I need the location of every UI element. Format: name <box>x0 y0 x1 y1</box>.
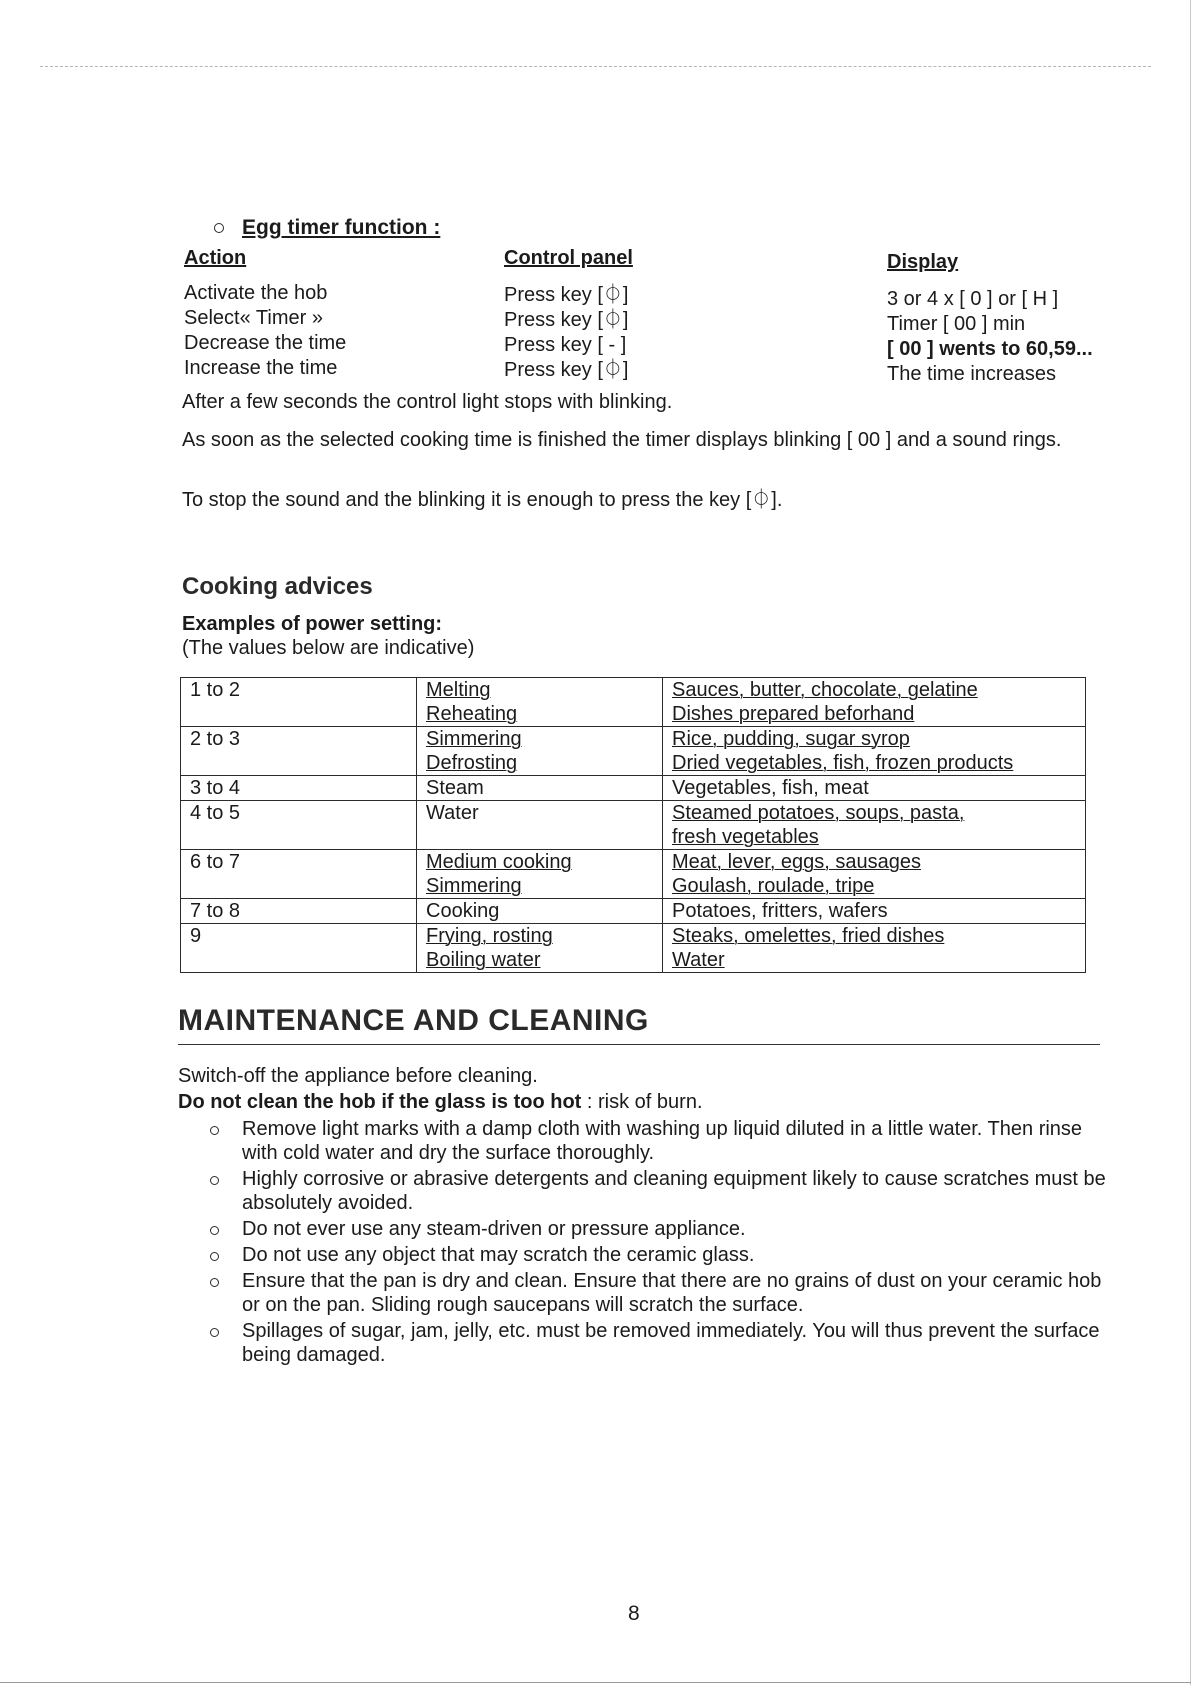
use-cell: Medium cooking Simmering <box>417 850 663 899</box>
maintenance-list <box>208 1117 1108 1369</box>
foods-cell: Rice, pudding, sugar syrop Dried vegetables, fish, frozen products <box>663 727 1086 776</box>
table-row <box>181 776 1086 801</box>
foods-cell: Steamed potatoes, soups, pasta, fresh vegetables <box>663 801 1086 850</box>
page-number: 8 <box>628 1602 640 1625</box>
table-row <box>181 727 1086 776</box>
egg-note-finished: As soon as the selected cooking time is finished the timer displays blinking [ 00 ] and a sound rings. <box>182 429 1062 451</box>
switch-off-line: Switch-off the appliance before cleaning. <box>178 1065 538 1087</box>
egg-action-column <box>184 281 346 381</box>
table-row <box>181 678 1086 727</box>
egg-row-action: Increase the time <box>184 357 338 379</box>
egg-row-control: Press key [⏀] <box>504 284 629 306</box>
egg-note-blinking: After a few seconds the control light stops with blinking. <box>182 391 673 413</box>
list-item: Remove light marks with a damp cloth with washing up liquid diluted in a little water. Then rinse with cold water and dry the surface thoroughly. <box>208 1117 1108 1165</box>
foods-cell: Potatoes, fritters, wafers <box>663 899 1086 924</box>
setting-cell: 7 to 8 <box>181 899 417 924</box>
use-cell: Water <box>417 801 663 850</box>
egg-row-control: Press key [⏀] <box>504 359 629 381</box>
foods-cell: Sauces, butter, chocolate, gelatine Dishes prepared beforhand <box>663 678 1086 727</box>
use-cell: Cooking <box>417 899 663 924</box>
cooking-advices-heading: Cooking advices <box>182 573 373 600</box>
use-cell: Simmering Defrosting <box>417 727 663 776</box>
setting-cell: 2 to 3 <box>181 727 417 776</box>
egg-control-column <box>504 283 628 383</box>
col-header-control-panel: Control panel <box>504 247 633 269</box>
list-item: Ensure that the pan is dry and clean. Ensure that there are no grains of dust on your ceramic hob or on the pan. Sliding rough saucepans will scratch the surface. <box>208 1269 1108 1317</box>
egg-row-action: Activate the hob <box>184 282 328 304</box>
scan-artifact-top <box>40 66 1151 67</box>
egg-row-display: [ 00 ] wents to 60,59... <box>887 338 1093 360</box>
egg-row-action: Decrease the time <box>184 332 347 354</box>
egg-row-display: The time increases <box>887 363 1056 385</box>
power-setting-table <box>180 677 1086 973</box>
egg-row-action: Select« Timer » <box>184 307 323 329</box>
power-setting-subheading: Examples of power setting: <box>182 613 443 635</box>
col-header-action: Action <box>184 247 247 269</box>
table-row <box>181 899 1086 924</box>
table-row <box>181 801 1086 850</box>
foods-cell: Meat, lever, eggs, sausages Goulash, roulade, tripe <box>663 850 1086 899</box>
bullet-icon <box>210 1176 219 1185</box>
bullet-icon <box>210 1126 219 1135</box>
egg-timer-heading: Egg timer function : <box>214 216 440 240</box>
egg-display-column <box>887 287 1093 387</box>
setting-cell: 6 to 7 <box>181 850 417 899</box>
egg-row-display: 3 or 4 x [ 0 ] or [ H ] <box>887 288 1059 310</box>
setting-cell: 4 to 5 <box>181 801 417 850</box>
bullet-icon <box>214 223 224 233</box>
hot-glass-warning: Do not clean the hob if the glass is too hot : risk of burn. <box>178 1091 703 1113</box>
list-item: Do not use any object that may scratch the ceramic glass. <box>208 1243 1108 1267</box>
list-item: Highly corrosive or abrasive detergents and cleaning equipment likely to cause scratches must be absolutely avoided. <box>208 1167 1108 1215</box>
egg-row-control: Press key [ - ] <box>504 334 627 356</box>
scan-artifact-bottom <box>0 1682 1191 1683</box>
use-cell: Steam <box>417 776 663 801</box>
list-item: Spillages of sugar, jam, jelly, etc. must be removed immediately. You will thus prevent the surface being damaged. <box>208 1319 1108 1367</box>
bullet-icon <box>210 1252 219 1261</box>
bullet-icon <box>210 1226 219 1235</box>
setting-cell: 3 to 4 <box>181 776 417 801</box>
table-row <box>181 850 1086 899</box>
egg-note-stop: To stop the sound and the blinking it is enough to press the key [⏀]. <box>182 489 783 511</box>
heading-rule <box>178 1044 1100 1045</box>
col-header-display: Display <box>887 251 959 273</box>
table-row <box>181 924 1086 973</box>
foods-cell: Steaks, omelettes, fried dishes Water <box>663 924 1086 973</box>
foods-cell: Vegetables, fish, meat <box>663 776 1086 801</box>
indicative-note: (The values below are indicative) <box>182 637 475 659</box>
maintenance-heading: MAINTENANCE AND CLEANING <box>178 1004 649 1037</box>
egg-row-display: Timer [ 00 ] min <box>887 313 1026 335</box>
setting-cell: 9 <box>181 924 417 973</box>
list-item: Do not ever use any steam-driven or pressure appliance. <box>208 1217 1108 1241</box>
egg-row-control: Press key [⏀] <box>504 309 629 331</box>
setting-cell: 1 to 2 <box>181 678 417 727</box>
use-cell: Frying, rosting Boiling water <box>417 924 663 973</box>
bullet-icon <box>210 1328 219 1337</box>
use-cell: Melting Reheating <box>417 678 663 727</box>
bullet-icon <box>210 1278 219 1287</box>
